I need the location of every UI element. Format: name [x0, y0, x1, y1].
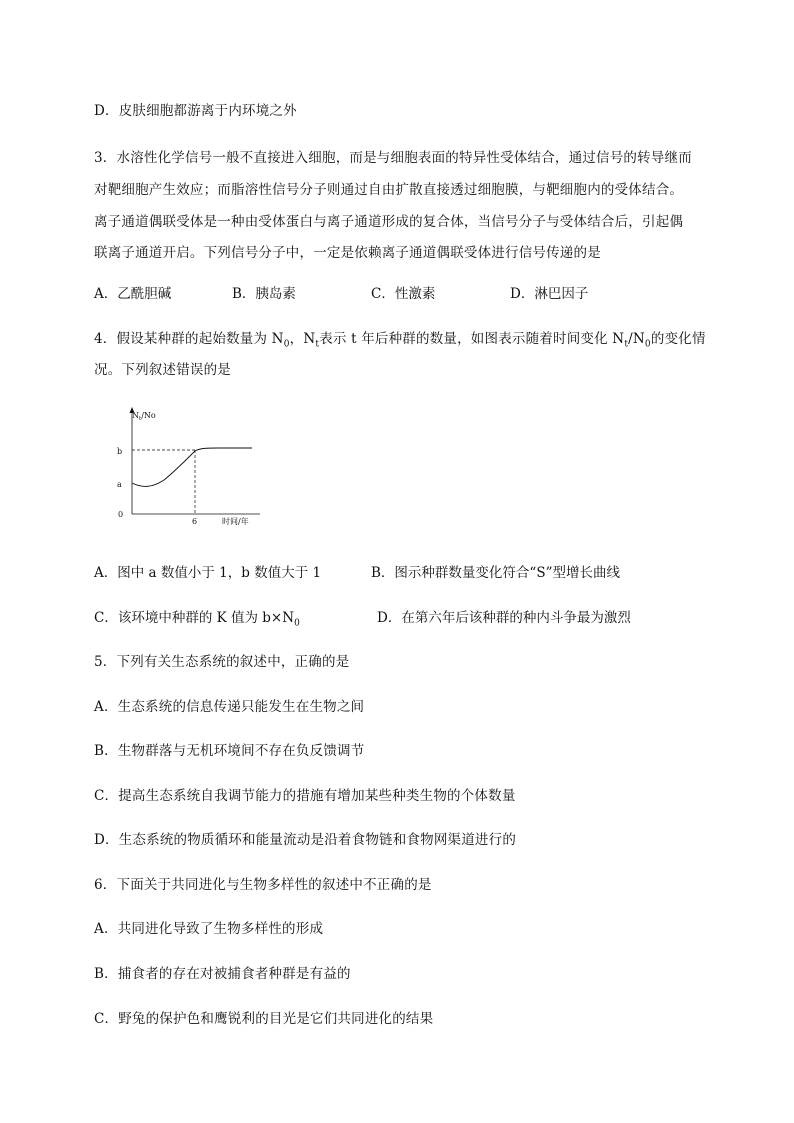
- q3-stem-line-4: 联离子通道开启。下列信号分子中，一定是依赖离子通道偶联受体进行信号传递的是: [94, 245, 601, 261]
- x-tick-6: 6: [192, 517, 198, 526]
- q4-option-a: A．图中 a 数值小于 1，b 数值大于 1: [94, 565, 322, 581]
- q3-stem-line-3: 离子通道偶联受体是一种由受体蛋白与离子通道形成的复合体，当信号分子与受体结合后，引起偶: [94, 214, 684, 230]
- q3-option-d: D．淋巴因子: [510, 286, 589, 302]
- q4-stem-line-1: 4．假设某种群的起始数量为 $N_0$，$N_t$表示 t 年后种群的数量，如图表示随着时间变化 $N_t/N_0$的变化情: [94, 331, 706, 350]
- q5-option-c: C．提高生态系统自我调节能力的措施有增加某些种类生物的个体数量: [94, 788, 516, 804]
- q6-stem: 6．下面关于共同进化与生物多样性的叙述中不正确的是: [94, 877, 432, 893]
- q3-option-c: C．性激素: [371, 286, 436, 302]
- q3-stem-line-2: 对靶细胞产生效应；而脂溶性信号分子则通过自由扩散直接透过细胞膜，与靶细胞内的受体结合。: [94, 182, 684, 198]
- q5-stem: 5．下列有关生态系统的叙述中，正确的是: [94, 654, 350, 670]
- q2-option-d: D．皮肤细胞都游离于内环境之外: [94, 103, 297, 119]
- q6-option-b: B．捕食者的存在对被捕食者种群是有益的: [94, 966, 351, 982]
- q4-option-c: C．该环境中种群的 K 值为 $b\times N_0$: [94, 610, 300, 629]
- q4-option-d: D．在第六年后该种群的种内斗争最为激烈: [377, 610, 631, 626]
- q3-option-b: B．胰岛素: [232, 286, 296, 302]
- population-ratio-chart: [112, 404, 282, 534]
- q6-option-c: C．野兔的保护色和鹰锐利的目光是它们共同进化的结果: [94, 1011, 434, 1027]
- q4-stem-line-2: 况。下列叙述错误的是: [94, 362, 231, 378]
- population-curve: [132, 448, 252, 486]
- origin-label: 0: [118, 510, 124, 519]
- q3-stem-line-1: 3．水溶性化学信号一般不直接进入细胞，而是与细胞表面的特异性受体结合，通过信号的转导继而: [94, 150, 692, 166]
- q6-option-a: A．共同进化导致了生物多样性的形成: [94, 921, 324, 937]
- y-tick-a: a: [117, 480, 122, 489]
- q3-option-a: A．乙酰胆碱: [94, 286, 172, 302]
- q5-option-a: A．生态系统的信息传递只能发生在生物之间: [94, 699, 365, 715]
- chart-svg: [112, 404, 282, 534]
- y-axis-label: $N_t/No$: [132, 411, 156, 422]
- x-axis-label: 时间/年: [222, 517, 249, 526]
- q5-option-d: D．生态系统的物质循环和能量流动是沿着食物链和食物网渠道进行的: [94, 832, 517, 848]
- q4-option-b: B．图示种群数量变化符合“S”型增长曲线: [371, 565, 620, 581]
- y-tick-b: b: [117, 447, 123, 456]
- q5-option-b: B．生物群落与无机环境间不存在负反馈调节: [94, 743, 365, 759]
